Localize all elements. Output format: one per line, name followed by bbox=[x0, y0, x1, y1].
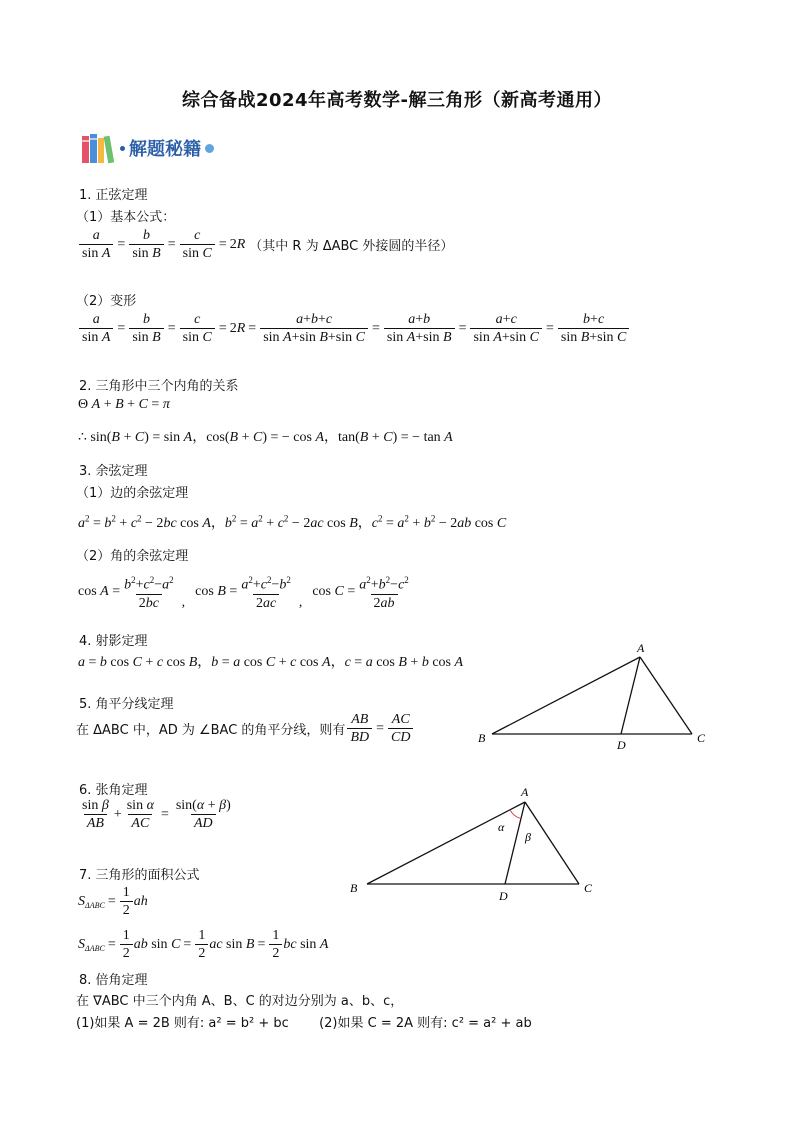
s5-text: 在 ΔABC 中，AD 为 ∠BAC 的角平分线，则有 bbox=[76, 723, 346, 738]
s1-sub1: （1）基本公式： bbox=[76, 210, 176, 225]
section-banner bbox=[80, 131, 214, 165]
decor-dot bbox=[205, 144, 214, 153]
tension-angle-theorem: $\frac{\text{sin β}}{AB}$ + $\frac{\text{sin α}}{AC}$ = $\frac{\sin(\alpha + \beta)}{AD}$ bbox=[82, 798, 231, 831]
s5-heading: 5. 角平分线定理 bbox=[79, 697, 174, 712]
s8-text: 在 ∇ABC 中三个内角 A、B、C 的对边分别为 a、b、c， bbox=[76, 994, 404, 1009]
fig1-label-a: A bbox=[637, 641, 645, 655]
angle-bisector-theorem: 在 ΔABC 中，AD 为 ∠BAC 的角平分线，则有 $\frac{AB}{BD}$ = $\frac{AC}{CD}$ bbox=[76, 712, 414, 745]
banner-title: 解题秘籍 bbox=[129, 139, 201, 160]
fig2-label-c: C bbox=[584, 881, 593, 895]
s8-case1: (1)如果 A = 2B 则有: a² = b² + bc bbox=[76, 1016, 289, 1031]
fig2-label-alpha: α bbox=[498, 820, 505, 834]
s3-sub1: （1）边的余弦定理 bbox=[76, 486, 189, 501]
triangle-figure-2 bbox=[345, 782, 605, 904]
s8-heading: 8. 倍角定理 bbox=[79, 973, 148, 988]
bullet-dot bbox=[120, 146, 125, 151]
triangle-figure-1 bbox=[470, 636, 720, 756]
projection-formulas: a = b cos C + c cos B，b = a cos C + c cos A，c = a cos B + b cos A bbox=[78, 655, 464, 670]
s1-sub2: （2）变形 bbox=[76, 294, 137, 309]
s2-heading: 2. 三角形中三个内角的关系 bbox=[79, 379, 239, 394]
law-of-cosines-sides: $a^2 = b^2 + c^2 - 2bc$ cos A，$b^2 = a^2 + c^2 - 2ac$ cos B，$c^2 = a^2 + b^2 - 2ab$ cos C bbox=[78, 513, 507, 531]
fig2-label-d: D bbox=[499, 889, 508, 903]
fig1-label-d: D bbox=[617, 738, 626, 752]
s4-heading: 4. 射影定理 bbox=[79, 634, 148, 649]
books-icon bbox=[80, 132, 120, 164]
s1-note: （其中 R 为 ΔABC 外接圆的半径） bbox=[249, 239, 454, 254]
s8-cases bbox=[76, 1012, 532, 1031]
s3-heading: 3. 余弦定理 bbox=[79, 464, 148, 479]
fig2-label-a: A bbox=[521, 785, 529, 799]
angle-identities: ∴ sin(B + C) = sin A，cos(B + C) = − cos A，tan(B + C) = − tan A bbox=[78, 430, 453, 445]
fig1-label-b: B bbox=[478, 731, 486, 745]
law-of-sines-variant: $\frac{a}{\text{sin A}}$ = $\frac{b}{\text{sin B}}$ = $\frac{c}{\text{sin C}}$ = 2R = $\frac{a+b+c}{\text{sin A+sin B+sin C}}$ = $\frac{a+b}{\text{sin A+sin B}}$ = $\frac{a+c}{\text{sin A+sin C}}$ = $\frac{b+c}{\text{sin B+sin C}}$ bbox=[78, 312, 630, 345]
area-formula-1: $S_{\Delta ABC}$ = $\frac{1}{2}$ ah bbox=[78, 885, 148, 918]
angle-sum: Θ A + B + C = π bbox=[78, 397, 170, 412]
s1-heading: 1. 正弦定理 bbox=[79, 188, 148, 203]
law-of-cosines-angles: cos A = $\frac{b^2+c^2-a^2}{2bc}$ , cos B = $\frac{a^2+c^2-b^2}{2ac}$ , cos C = $\frac{a^2+b^2-c^2}{2ab}$ bbox=[78, 575, 409, 611]
area-formula-2: $S_{\Delta ABC}$ = $\frac{1}{2}$ ab sin C = $\frac{1}{2}$ ac sin B = $\frac{1}{2}$ bc sin A bbox=[78, 928, 329, 961]
s6-heading: 6. 张角定理 bbox=[79, 783, 148, 798]
s3-sub2: （2）角的余弦定理 bbox=[76, 549, 189, 564]
fig1-label-c: C bbox=[697, 731, 706, 745]
s8-case2: (2)如果 C = 2A 则有: c² = a² + ab bbox=[319, 1016, 532, 1031]
s7-heading: 7. 三角形的面积公式 bbox=[79, 868, 200, 883]
fig2-label-b: B bbox=[350, 881, 358, 895]
fig2-label-beta: β bbox=[525, 830, 531, 844]
page-title: 综合备战2024年高考数学-解三角形（新高考通用） bbox=[181, 90, 613, 111]
law-of-sines: $\frac{a}{\text{sin A}}$ = $\frac{b}{\text{sin B}}$ = $\frac{c}{\text{sin C}}$ = 2R （其中 R 为 ΔABC 外接圆的半径） bbox=[78, 228, 453, 261]
